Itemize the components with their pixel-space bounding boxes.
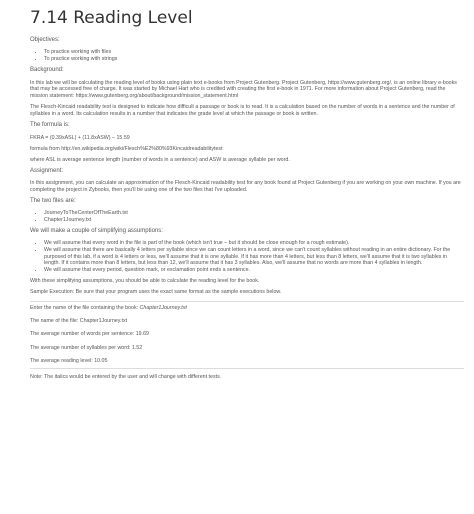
formula: FKRA = (0.39xASL) + (11.8xASW) – 15.59	[30, 134, 130, 141]
assignment-heading: Assignment:	[30, 167, 64, 174]
background-heading: Background:	[30, 67, 64, 74]
sample-prompt-line	[30, 305, 464, 312]
objectives-heading: Objectives:	[30, 37, 60, 43]
list-item: • To practice working with strings	[44, 56, 464, 63]
sample-execution-label: Sample Execution: Be sure that your program uses the exact same format as the sample executions below.	[30, 289, 282, 296]
list-item: • We will assume that every period, question mark, or exclamation point ends a sentence.	[44, 267, 464, 274]
list-item: • To practice working with files	[44, 49, 464, 56]
note: Note: The italics would be entered by the user and will change with different tests.	[30, 373, 222, 380]
closing-paragraph: With these simplifying assumptions, you should be able to calculate the reading level for the book.	[30, 278, 260, 285]
list-item: • We will assume that there are basically 4 letters per syllable since we can count letters in a word, since we can't count syllables without reading in an entire dictionary. For the purposed of this lab, if a word is 4 letters or less, we'll assume that it is one syllable. If it has more than 4 letters, but less than 8 letters, we'll assume that it is two syllables in length. If it contains more than 8 letters, but less than 12, we'll assume that it has 3 syllables. Also, we'll assume that no words are more than 4 syllables in length.	[44, 247, 464, 267]
background-paragraph: In this lab we will be calculating the reading level of books using plain text e-books from Project Gutenberg. Project Gutenberg, https://www.gutenberg.org/, is an online library e-books that may be accessed free of charge. It was started by Michael Hart who is credited with creating the first e-book in 1971. For more information about Project Gutenberg, read the mission statement: https://www.gutenberg.org/about/background/mission_statement.html	[30, 79, 457, 100]
sample-user-input: Chapter1Journey.txt	[139, 304, 187, 311]
assignment-paragraph: In this assignment, you can calculate an approximation of the Flesch-Kincaid readability test for any book found at Project Gutenberg if you are working on your own machine. If you are completing the project in Zybooks, then you'll be using one of the two files that I've uploaded.	[30, 179, 461, 193]
sample-file-line: The name of the file: Chapter1Journey.txt	[30, 317, 128, 324]
sample-words-line: The average number of words per sentence: 19.69	[30, 331, 149, 338]
files-label: The two files are:	[30, 197, 76, 204]
list-item: • Chapter1Journey.txt	[44, 217, 464, 224]
sample-execution-box	[30, 301, 464, 370]
list-item: • JourneyToTheCenterOfTheEarth.txt	[44, 210, 464, 217]
assumptions-label: We will make a couple of simplifying assumptions:	[30, 228, 163, 235]
sample-prompt: Enter the name of the file containing the book:	[30, 304, 140, 311]
page-title: 7.14 Reading Level	[30, 8, 193, 28]
objectives-list	[30, 49, 464, 63]
list-item: • We will assume that every word in the file is part of the book (which isn't true – but it should be close enough for a rough estimate).	[44, 240, 464, 247]
assumptions-list	[30, 240, 464, 274]
formula-source: formula from http://en.wikipedia.org/wiki/Flesch%E2%80%93Kincaidreadabilitytest	[30, 145, 223, 152]
flesch-kincaid-paragraph: The Flesch-Kincaid readability test is designed to indicate how difficult a passage or book is to read. It is a calculation based on the number of words in a sentence and the number of syllables in a word. Its calculation results in a number that indicates the grade level at which the passage or book is written.	[30, 104, 455, 118]
sample-syllables-line: The average number of syllables per word: 1.52	[30, 344, 143, 351]
sample-level-line: The average reading level: 10.05	[30, 358, 108, 365]
formula-where: where ASL is average sentence length (number of words in a sentence) and ASW is average syllable per word.	[30, 156, 290, 163]
formula-label: The formula is:	[30, 122, 70, 129]
files-list	[30, 210, 464, 224]
